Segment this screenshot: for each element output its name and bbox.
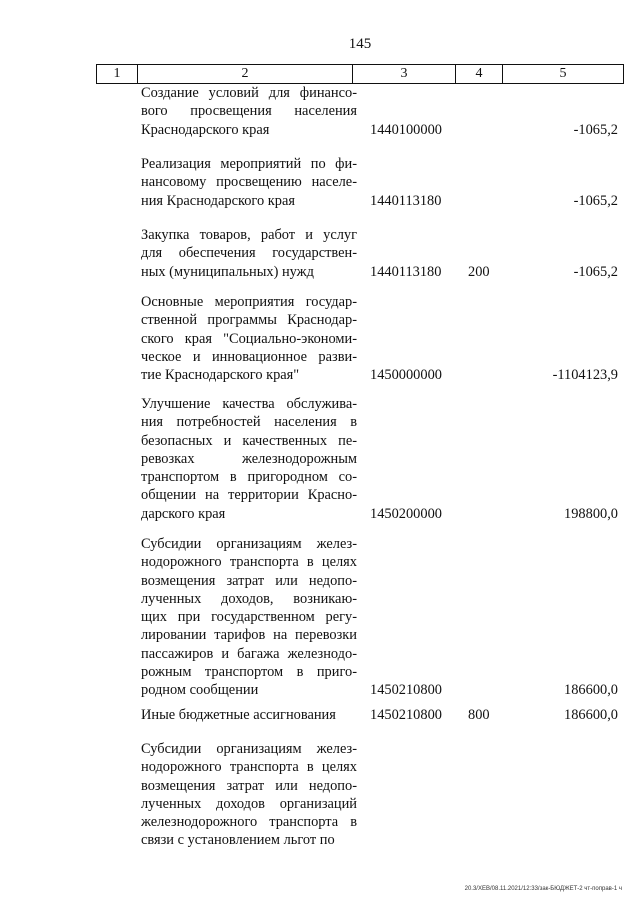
description-line: ского края "Социально-экономи- — [141, 330, 357, 347]
description-line: возмещения затрат или недопо- — [141, 777, 357, 794]
description-line: общении на территории Красно- — [141, 487, 357, 504]
row-description — [141, 226, 357, 281]
row-amount: -1065,2 — [573, 263, 618, 280]
footer-stamp: 20.3/ХЕВ/08.11.2021/12:33/зак-БЮДЖЕТ-2 чт-поправ-1 ч — [464, 886, 622, 892]
description-line: нодорожного транспорта в целях — [141, 554, 357, 571]
description-line: ния потребностей населения в — [141, 414, 357, 431]
row-expense-type: 200 — [468, 263, 490, 280]
description-line: тие Краснодарского края" — [141, 367, 300, 384]
description-line: нансовому просвещению населе- — [141, 174, 357, 191]
row-code: 1450210800 — [370, 707, 442, 723]
column-header-3: 3 — [353, 65, 456, 84]
row-amount: 198800,0 — [564, 505, 618, 522]
description-line: ных (муниципальных) нужд — [141, 263, 314, 280]
row-description — [141, 740, 357, 850]
row-description — [141, 84, 357, 139]
description-line: нодорожного транспорта в целях — [141, 759, 357, 776]
column-header-5: 5 — [503, 65, 624, 84]
description-line: дарского края — [141, 505, 226, 522]
description-line: рожным транспортом в приго- — [141, 664, 357, 681]
description-line: ственной программы Краснодар- — [141, 312, 357, 329]
description-line: лировании тарифов на перевозки — [141, 627, 357, 644]
row-description — [141, 293, 357, 384]
description-line: родном сообщении — [141, 682, 259, 699]
row-code: 1450210800 — [370, 682, 442, 699]
page-number: 145 — [348, 36, 372, 52]
description-line: безопасных и качественных пе- — [141, 432, 357, 449]
description-line: Краснодарского края — [141, 121, 270, 138]
description-line: ревозках железнодорожным — [141, 450, 357, 467]
row-amount: -1065,2 — [573, 192, 618, 209]
description-line: для обеспечения государствен- — [141, 245, 357, 262]
row-code: 1450000000 — [370, 367, 442, 384]
description-line: Создание условий для финансо- — [141, 85, 357, 101]
row-description — [141, 706, 357, 724]
row-amount: 186600,0 — [564, 682, 618, 699]
row-code: 1440100000 — [370, 121, 442, 138]
description-line: вого просвещения населения — [141, 103, 357, 120]
row-amount: 186600,0 — [564, 707, 618, 723]
description-line: Субсидии организациям желез- — [141, 536, 357, 552]
row-description — [141, 535, 357, 700]
description-line: ческое и инновационное разви- — [141, 348, 357, 365]
description-line: лученных доходов, возникаю- — [141, 590, 357, 607]
column-header-4: 4 — [456, 65, 503, 84]
description-line: Иные бюджетные ассигнования — [141, 707, 336, 723]
row-code: 1450200000 — [370, 505, 442, 522]
row-amount: -1104123,9 — [552, 367, 618, 384]
row-amount: -1065,2 — [573, 121, 618, 138]
description-line: связи с установлением льгот по — [141, 832, 335, 849]
column-header-table — [96, 64, 624, 84]
row-description — [141, 155, 357, 210]
description-line: Улучшение качества обслужива- — [141, 396, 357, 412]
description-line: транспортом в пригородном со- — [141, 469, 357, 486]
row-expense-type: 800 — [468, 707, 490, 723]
description-line: Реализация мероприятий по фи- — [141, 156, 357, 172]
row-code: 1440113180 — [370, 192, 442, 209]
description-line: железнодорожного транспорта в — [141, 814, 357, 831]
description-line: Субсидии организациям желез- — [141, 741, 357, 757]
description-line: Закупка товаров, работ и услуг — [141, 227, 357, 243]
column-header-2: 2 — [138, 65, 353, 84]
description-line: возмещения затрат или недопо- — [141, 572, 357, 589]
description-line: ния Краснодарского края — [141, 192, 295, 209]
description-line: Основные мероприятия государ- — [141, 294, 357, 310]
column-header-1: 1 — [97, 65, 138, 84]
description-line: щих при государственном регу- — [141, 609, 357, 626]
description-line: лученных доходов организаций — [141, 795, 357, 812]
description-line: пассажиров и багажа железнодо- — [141, 645, 357, 662]
row-description — [141, 395, 357, 523]
row-code: 1440113180 — [370, 263, 442, 280]
